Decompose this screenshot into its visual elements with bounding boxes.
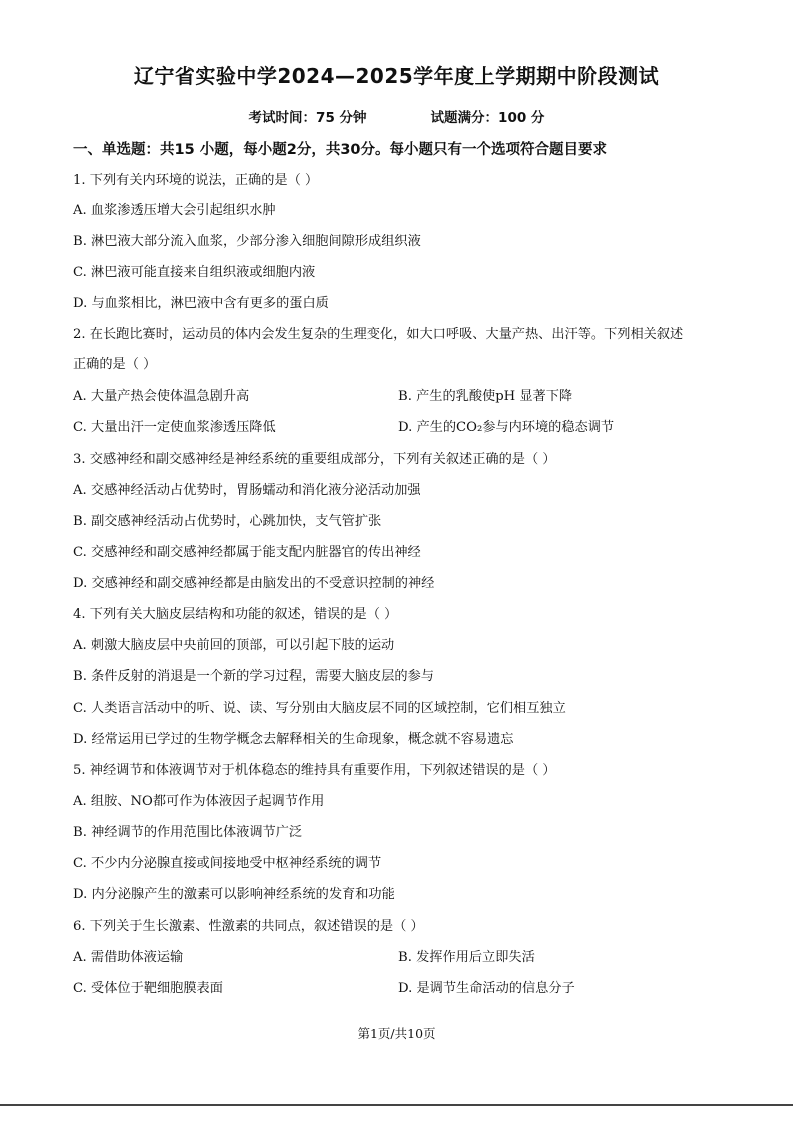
q2-stem-line2: 正确的是（ ）	[73, 357, 157, 372]
q2-option-c: C. 大量出汗一定使血浆渗透压降低	[73, 420, 276, 435]
q5-option-d: D. 内分泌腺产生的激素可以影响神经系统的发育和功能	[73, 887, 395, 902]
q3-option-c: C. 交感神经和副交感神经都属于能支配内脏器官的传出神经	[73, 545, 421, 560]
q5-option-b: B. 神经调节的作用范围比体液调节广泛	[73, 825, 303, 840]
q2-option-b: B. 产生的乳酸使pH 显著下降	[398, 389, 573, 404]
q2-option-d: D. 产生的CO₂参与内环境的稳态调节	[398, 420, 615, 435]
q6-stem: 6. 下列关于生长激素、性激素的共同点，叙述错误的是（ ）	[73, 919, 424, 934]
q5-stem: 5. 神经调节和体液调节对于机体稳态的维持具有重要作用，下列叙述错误的是（ ）	[73, 763, 556, 778]
exam-time: 考试时间：75 分钟	[248, 110, 367, 126]
q4-option-a: A. 刺激大脑皮层中央前回的顶部，可以引起下肢的运动	[73, 638, 395, 653]
q3-stem: 3. 交感神经和副交感神经是神经系统的重要组成部分，下列有关叙述正确的是（ ）	[73, 452, 556, 467]
page-number: 第1页/共10页	[357, 1026, 436, 1041]
q6-option-a: A. 需借助体液运输	[73, 950, 184, 965]
q4-stem: 4. 下列有关大脑皮层结构和功能的叙述，错误的是（ ）	[73, 607, 398, 622]
q6-option-d: D. 是调节生命活动的信息分子	[398, 981, 575, 996]
exam-info	[0, 106, 793, 126]
q6-option-c: C. 受体位于靶细胞膜表面	[73, 981, 223, 996]
bottom-divider	[0, 1104, 793, 1106]
q1-option-d: D. 与血浆相比，淋巴液中含有更多的蛋白质	[73, 296, 329, 311]
q2-option-a: A. 大量产热会使体温急剧升高	[73, 389, 250, 404]
q1-option-c: C. 淋巴液可能直接来自组织液或细胞内液	[73, 265, 316, 280]
section-heading: 一、单选题：共15 小题，每小题2分，共30分。每小题只有一个选项符合题目要求	[73, 142, 607, 158]
full-score: 试题满分：100 分	[430, 110, 545, 126]
q6-option-b: B. 发挥作用后立即失活	[398, 950, 535, 965]
q4-option-d: D. 经常运用已学过的生物学概念去解释相关的生命现象，概念就不容易遗忘	[73, 732, 514, 747]
q3-option-d: D. 交感神经和副交感神经都是由脑发出的不受意识控制的神经	[73, 576, 435, 591]
q5-option-c: C. 不少内分泌腺直接或间接地受中枢神经系统的调节	[73, 856, 382, 871]
q2-stem-line1: 2. 在长跑比赛时，运动员的体内会发生复杂的生理变化，如大口呼吸、大量产热、出汗等。下列相关叙述	[73, 327, 684, 342]
q4-option-c: C. 人类语言活动中的听、说、读、写分别由大脑皮层不同的区域控制，它们相互独立	[73, 701, 566, 716]
q3-option-b: B. 副交感神经活动占优势时，心跳加快，支气管扩张	[73, 514, 382, 529]
q5-option-a: A. 组胺、NO都可作为体液因子起调节作用	[73, 794, 325, 809]
q1-stem: 1. 下列有关内环境的说法，正确的是（ ）	[73, 173, 319, 188]
q1-option-a: A. 血浆渗透压增大会引起组织水肿	[73, 203, 276, 218]
q3-option-a: A. 交感神经活动占优势时，胃肠蠕动和消化液分泌活动加强	[73, 483, 421, 498]
exam-title: 辽宁省实验中学2024—2025学年度上学期期中阶段测试	[133, 64, 660, 88]
q4-option-b: B. 条件反射的消退是一个新的学习过程，需要大脑皮层的参与	[73, 669, 434, 684]
q1-option-b: B. 淋巴液大部分流入血浆，少部分渗入细胞间隙形成组织液	[73, 234, 421, 249]
